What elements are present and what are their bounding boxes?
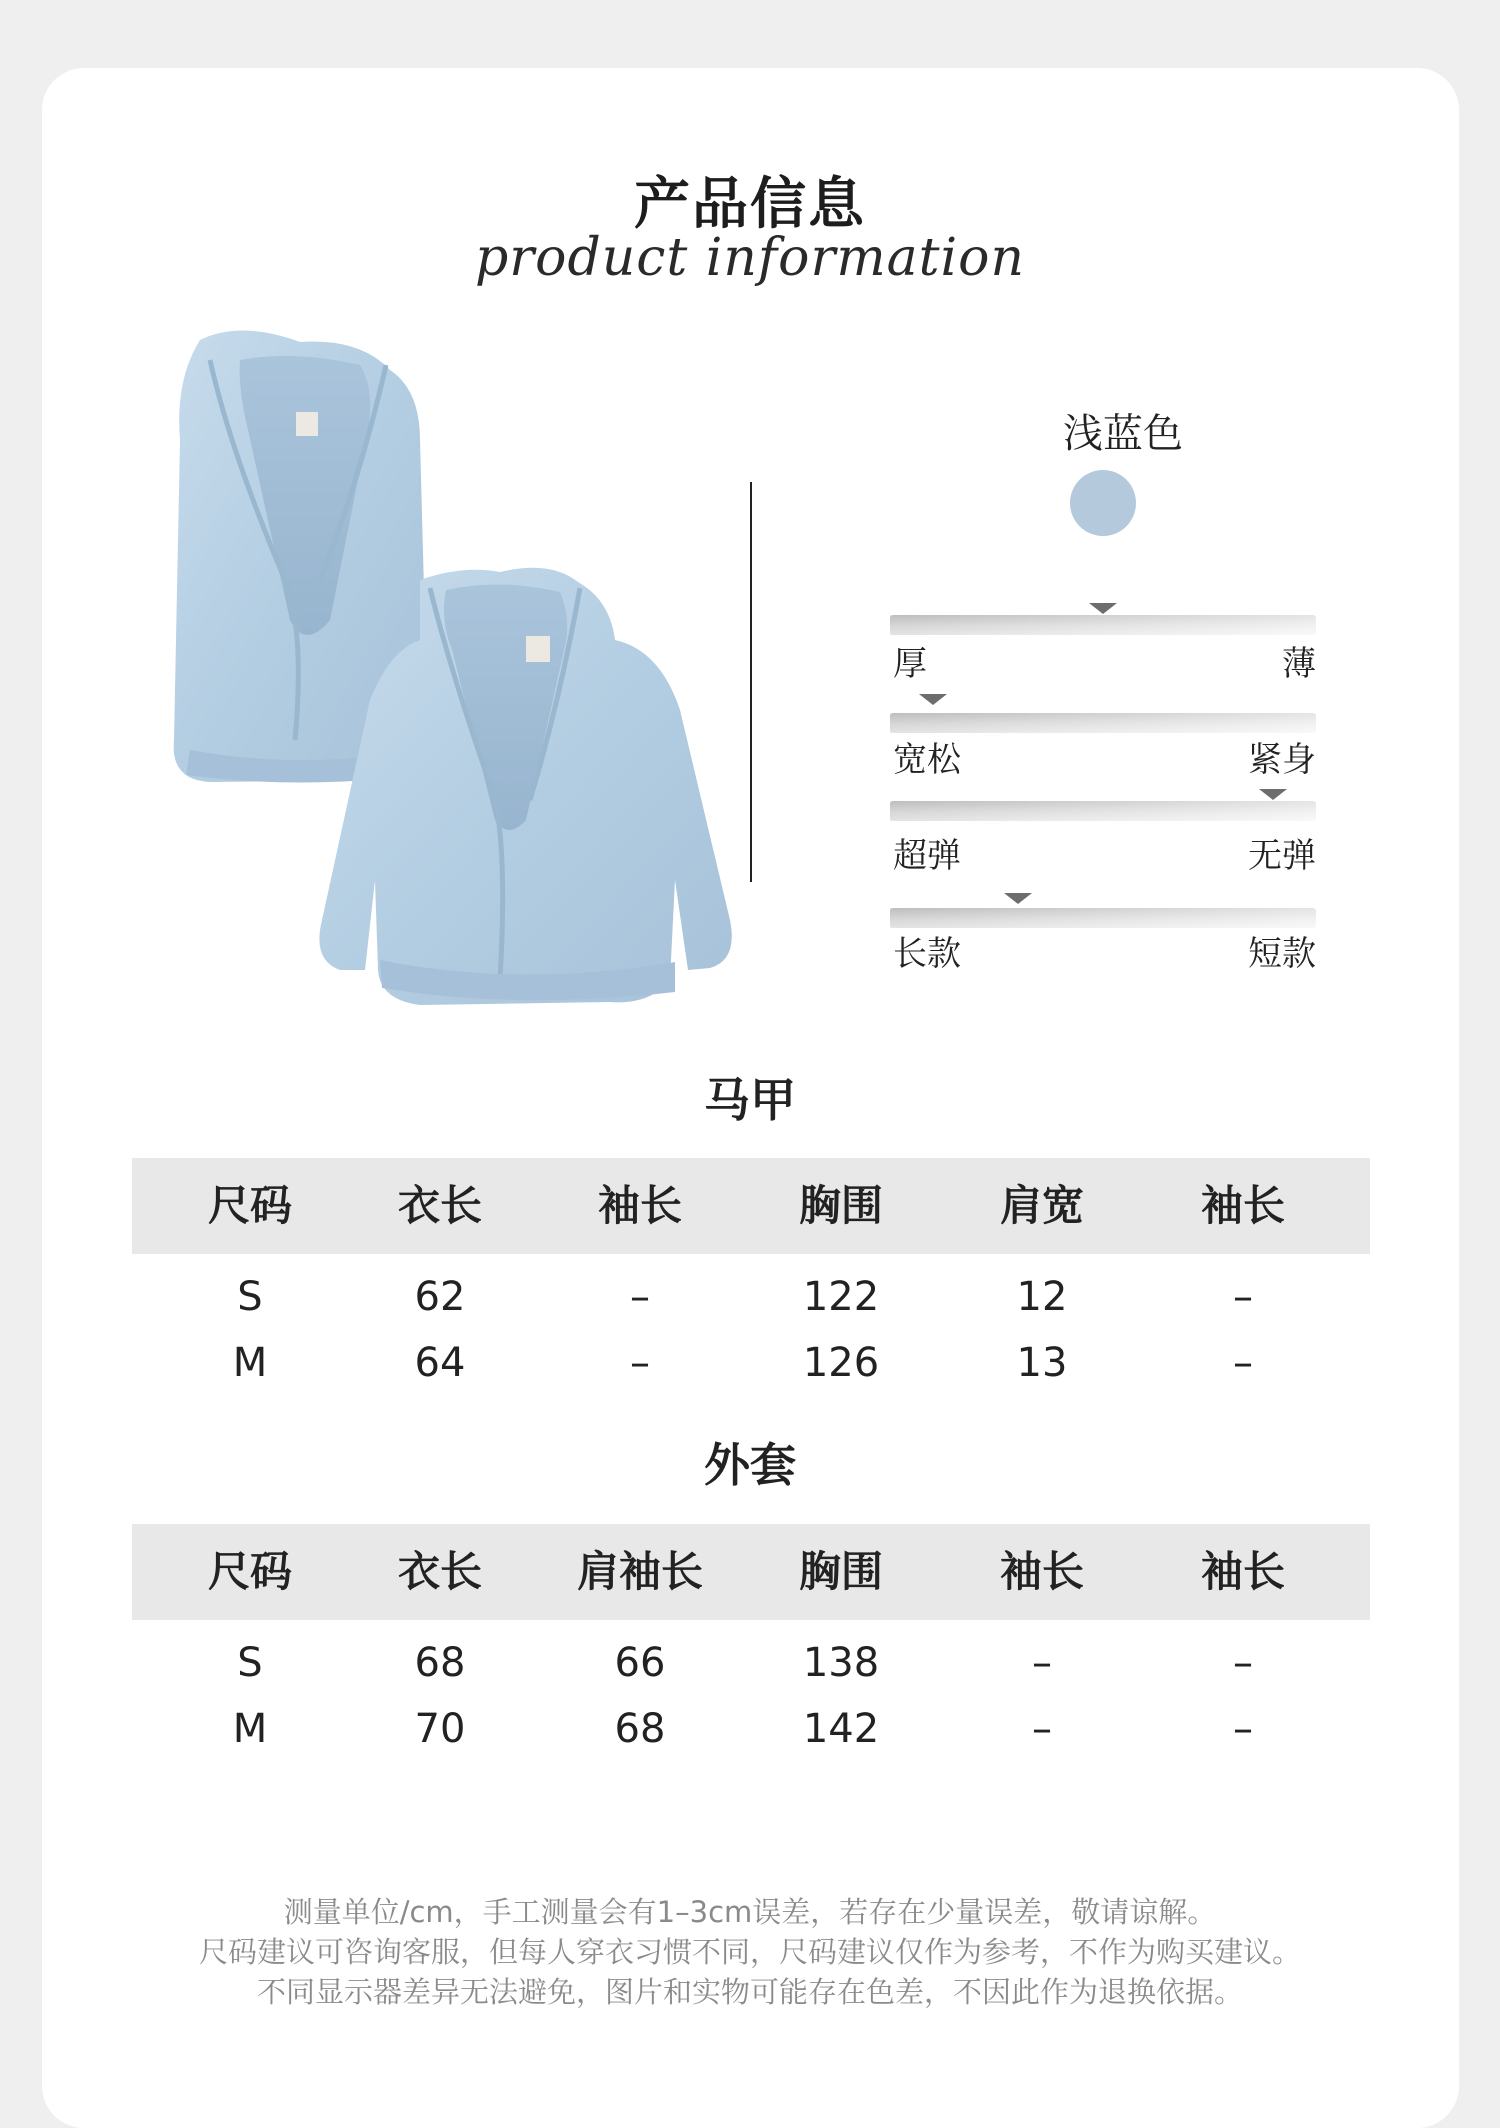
table-header-cell: 衣长 xyxy=(397,1547,482,1596)
table-cell: 62 xyxy=(414,1274,466,1320)
table-cell: 66 xyxy=(614,1640,666,1686)
size-table-title: 外套 xyxy=(704,1438,796,1492)
attribute-label-left: 宽松 xyxy=(893,740,961,780)
table-header-cell: 袖长 xyxy=(999,1547,1084,1596)
table-cell: 64 xyxy=(414,1340,466,1386)
table-header-cell: 尺码 xyxy=(207,1547,292,1596)
attribute-scale-bar xyxy=(890,615,1316,635)
table-header-cell: 袖长 xyxy=(1200,1547,1285,1596)
table-header-cell: 衣长 xyxy=(397,1181,482,1230)
table-header-cell: 肩宽 xyxy=(999,1181,1084,1230)
table-cell: – xyxy=(1233,1640,1253,1686)
color-name: 浅蓝色 xyxy=(1063,411,1183,457)
table-cell: M xyxy=(232,1340,268,1386)
size-table-header xyxy=(132,1158,1370,1254)
product-image xyxy=(90,320,750,1020)
scale-marker-icon xyxy=(1089,603,1117,614)
attribute-label-left: 长款 xyxy=(893,934,961,974)
table-cell: – xyxy=(1233,1274,1253,1320)
table-header-cell: 胸围 xyxy=(798,1181,883,1230)
table-cell: – xyxy=(1233,1340,1253,1386)
table-cell: 68 xyxy=(614,1706,666,1752)
table-cell: 126 xyxy=(802,1340,880,1386)
table-header-cell: 袖长 xyxy=(1200,1181,1285,1230)
table-cell: – xyxy=(630,1340,650,1386)
attribute-label-left: 厚 xyxy=(893,644,927,684)
attribute-scale-bar xyxy=(890,713,1316,733)
table-cell: 142 xyxy=(802,1706,880,1752)
attribute-scale-bar xyxy=(890,801,1316,821)
table-cell: – xyxy=(630,1274,650,1320)
attribute-label-left: 超弹 xyxy=(893,836,961,876)
table-header-cell: 肩袖长 xyxy=(576,1547,703,1596)
table-cell: – xyxy=(1032,1706,1052,1752)
page-subtitle: product information xyxy=(475,228,1025,288)
table-cell: S xyxy=(237,1274,263,1320)
size-table-title: 马甲 xyxy=(704,1073,796,1127)
note-line-3: 不同显示器差异无法避免，图片和实物可能存在色差，不因此作为退换依据。 xyxy=(256,1975,1243,2009)
table-header-cell: 袖长 xyxy=(597,1181,682,1230)
attribute-label-right: 无弹 xyxy=(1248,836,1316,876)
page-title: 产品信息 xyxy=(634,172,866,237)
note-line-2: 尺码建议可咨询客服，但每人穿衣习惯不同，尺码建议仅作为参考，不作为购买建议。 xyxy=(198,1935,1301,1969)
table-cell: – xyxy=(1032,1640,1052,1686)
table-cell: S xyxy=(237,1640,263,1686)
color-swatch[interactable] xyxy=(1070,470,1136,536)
table-cell: 68 xyxy=(414,1640,466,1686)
table-cell: M xyxy=(232,1706,268,1752)
scale-marker-icon xyxy=(1004,893,1032,904)
table-cell: 122 xyxy=(802,1274,880,1320)
note-line-1: 测量单位/cm，手工测量会有1–3cm误差，若存在少量误差，敬请谅解。 xyxy=(283,1895,1217,1929)
attribute-label-right: 紧身 xyxy=(1248,740,1316,780)
table-header-cell: 尺码 xyxy=(207,1181,292,1230)
table-cell: 12 xyxy=(1016,1274,1068,1320)
table-cell: – xyxy=(1233,1706,1253,1752)
scale-marker-icon xyxy=(1259,789,1287,800)
divider-line xyxy=(750,482,752,882)
table-cell: 13 xyxy=(1016,1340,1068,1386)
attribute-scale-bar xyxy=(890,908,1316,928)
table-header-cell: 胸围 xyxy=(798,1547,883,1596)
table-cell: 138 xyxy=(802,1640,880,1686)
attribute-label-right: 短款 xyxy=(1248,934,1316,974)
scale-marker-icon xyxy=(919,694,947,705)
attribute-label-right: 薄 xyxy=(1282,644,1316,684)
size-table-header xyxy=(132,1524,1370,1620)
table-cell: 70 xyxy=(414,1706,466,1752)
